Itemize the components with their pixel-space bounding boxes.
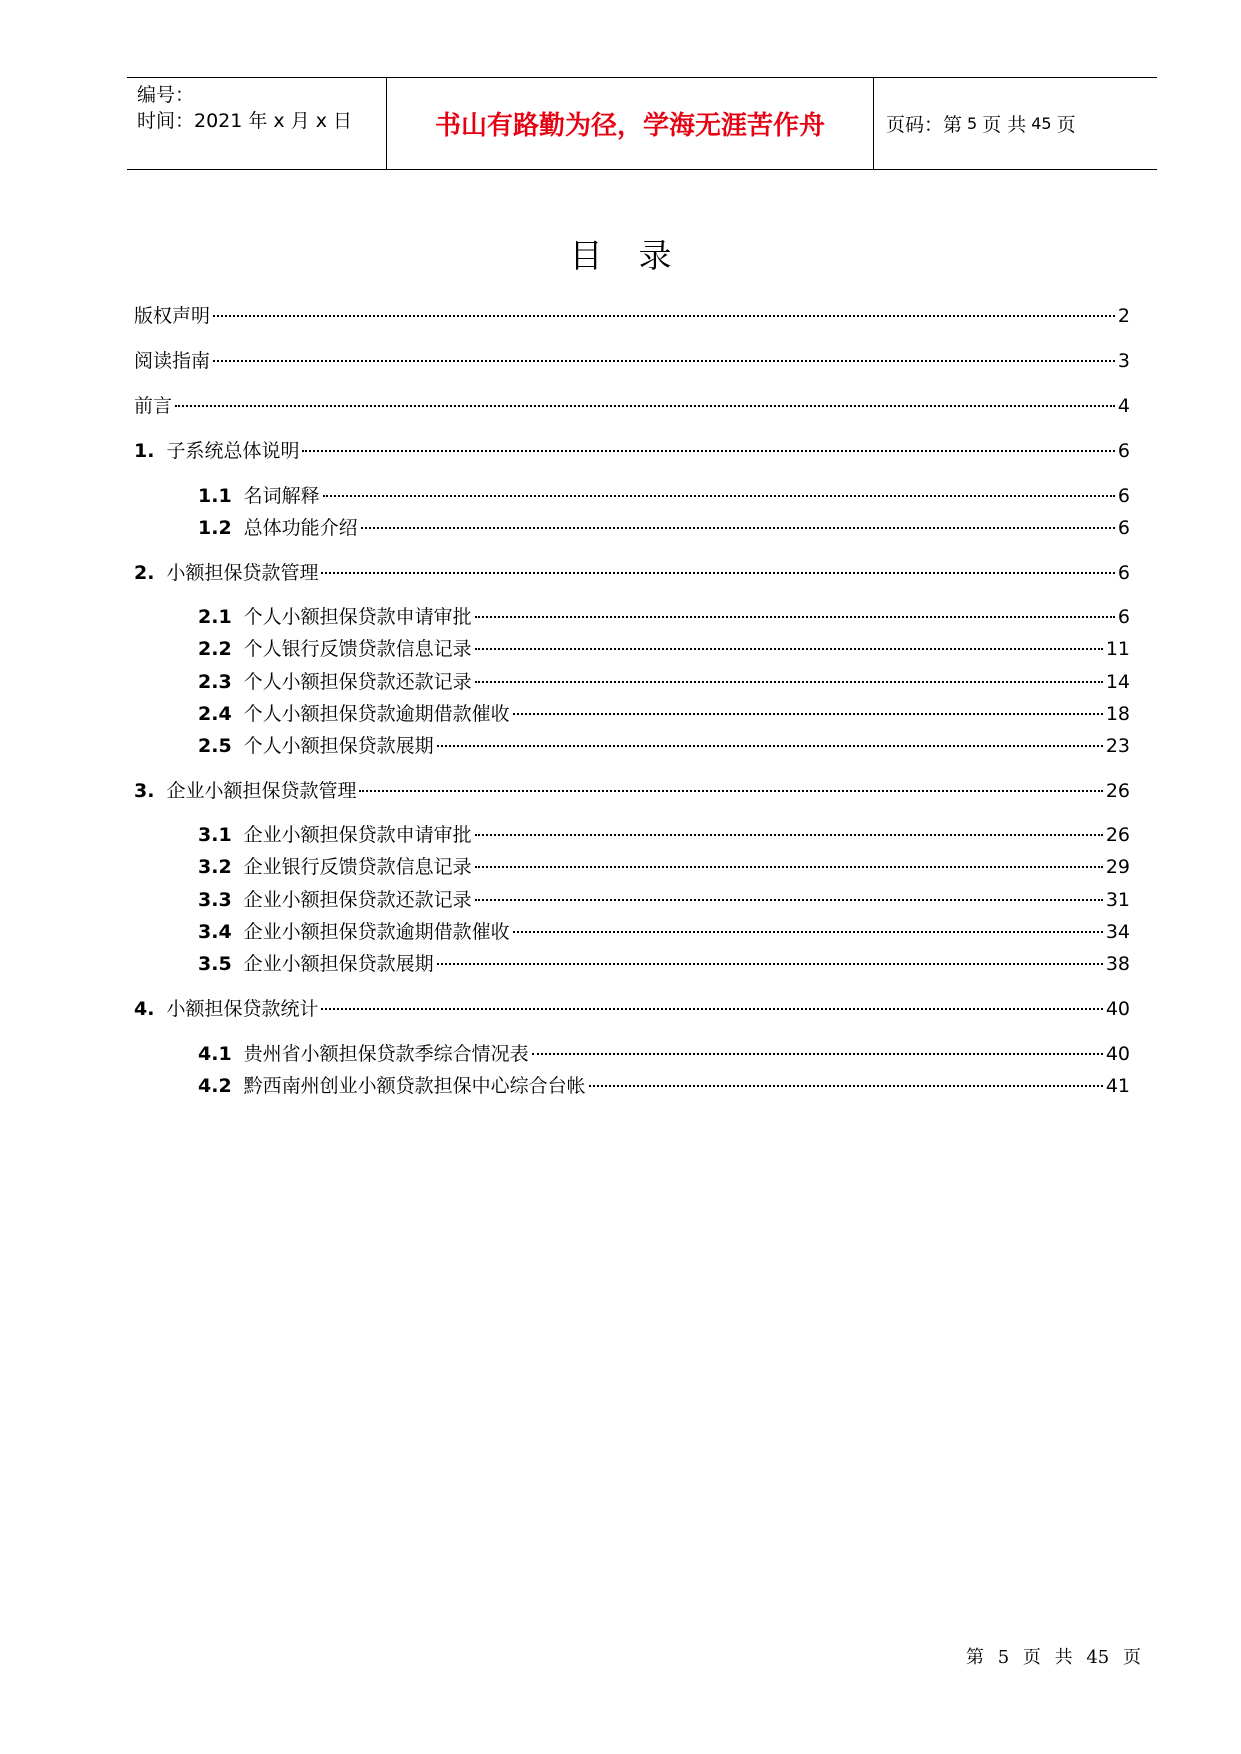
toc-entry[interactable] (134, 393, 1130, 419)
footer-text: 页 (1123, 1647, 1141, 1668)
toc-entry-page: 40 (1105, 998, 1130, 1020)
toc-leader (589, 1085, 1103, 1087)
toc-entry-number: 2.1 (198, 606, 232, 628)
toc-entry[interactable] (198, 483, 1130, 509)
toc-entry-page: 4 (1117, 395, 1130, 417)
toc-entry-number: 4.2 (198, 1075, 232, 1097)
toc-entry[interactable] (198, 1041, 1130, 1067)
toc-entry-page: 2 (1117, 305, 1130, 327)
toc-leader (213, 360, 1115, 362)
toc-entry-page: 6 (1117, 485, 1130, 507)
toc-entry-number: 2. (134, 562, 155, 584)
toc-leader (213, 315, 1115, 317)
toc-entry-label: 贵州省小额担保贷款季综合情况表 (243, 1043, 529, 1065)
toc-entry-number: 4. (134, 998, 155, 1020)
toc-entry-label: 企业小额担保贷款管理 (166, 780, 357, 802)
toc-entry-page: 40 (1105, 1043, 1130, 1065)
toc-entry-label: 总体功能介绍 (243, 517, 358, 539)
page-current: 5 (967, 114, 978, 133)
toc-entry-label: 企业小额担保贷款还款记录 (243, 889, 472, 911)
toc-entry-number: 3.4 (198, 921, 232, 943)
toc-entry-number: 4.1 (198, 1043, 232, 1065)
toc-entry-page: 11 (1105, 638, 1130, 660)
toc-leader (302, 450, 1114, 452)
toc-entry[interactable] (198, 604, 1130, 630)
toc-entry[interactable] (198, 515, 1130, 541)
toc-entry-number: 3.3 (198, 889, 232, 911)
toc-entry-label: 企业银行反馈贷款信息记录 (243, 856, 472, 878)
toc-leader (321, 572, 1114, 574)
toc-leader (475, 681, 1103, 683)
toc-leader (437, 963, 1103, 965)
toc-title: 目录 (569, 236, 708, 275)
toc-entry-label: 个人小额担保贷款申请审批 (243, 606, 472, 628)
toc-entry-number: 3.5 (198, 953, 232, 975)
toc-leader (359, 790, 1102, 792)
toc-leader (175, 405, 1115, 407)
toc-entry-page: 14 (1105, 671, 1130, 693)
toc-entry-page: 34 (1105, 921, 1130, 943)
toc-entry-number: 3.1 (198, 824, 232, 846)
toc-entry-number: 3. (134, 780, 155, 802)
toc-entry[interactable] (198, 854, 1130, 880)
toc-leader (475, 866, 1103, 868)
toc-entry-page: 6 (1117, 517, 1130, 539)
toc-leader (321, 1008, 1102, 1010)
toc-entry-label: 个人小额担保贷款展期 (243, 735, 434, 757)
toc-leader (475, 648, 1103, 650)
toc-leader (323, 495, 1115, 497)
footer-text: 共 (1054, 1647, 1073, 1668)
toc-entry-number: 2.3 (198, 671, 232, 693)
toc-entry[interactable] (198, 636, 1130, 662)
footer-current-page: 5 (997, 1647, 1010, 1668)
toc-entry-label: 黔西南州创业小额贷款担保中心综合台帐 (243, 1075, 586, 1097)
toc-entry-label: 个人小额担保贷款逾期借款催收 (243, 703, 510, 725)
toc-leader (475, 899, 1103, 901)
toc-entry[interactable] (198, 669, 1130, 695)
toc-entry-page: 38 (1105, 953, 1130, 975)
toc-leader (532, 1053, 1103, 1055)
toc-entry[interactable] (198, 1073, 1130, 1099)
toc-leader (437, 745, 1103, 747)
toc-entry-page: 18 (1105, 703, 1130, 725)
footer-text: 页 (1022, 1647, 1041, 1668)
doc-time-label: 时间：2021 年 x 月 x 日 (137, 110, 353, 132)
toc-entry-page: 6 (1117, 562, 1130, 584)
toc-leader (475, 834, 1103, 836)
toc-entry[interactable] (198, 919, 1130, 945)
toc-entry[interactable] (198, 822, 1130, 848)
toc-entry[interactable] (134, 778, 1130, 804)
toc-entry[interactable] (134, 560, 1130, 586)
toc-entry-number: 2.2 (198, 638, 232, 660)
toc-entry-number: 1.1 (198, 485, 232, 507)
toc-entry[interactable] (134, 303, 1130, 329)
toc-leader (513, 713, 1103, 715)
toc-entry-label: 前言 (134, 395, 173, 417)
toc-entry-number: 1. (134, 440, 155, 462)
header-meta (127, 78, 387, 169)
header-page-info (874, 78, 1157, 169)
toc-entry[interactable] (134, 348, 1130, 374)
toc-entry-number: 3.2 (198, 856, 232, 878)
toc-leader (513, 931, 1103, 933)
footer-total-pages: 45 (1086, 1647, 1110, 1668)
toc-entry-label: 企业小额担保贷款展期 (243, 953, 434, 975)
toc-entry[interactable] (198, 733, 1130, 759)
toc-entry-page: 6 (1117, 440, 1130, 462)
toc-entry-page: 6 (1117, 606, 1130, 628)
page-header (127, 77, 1157, 170)
toc-leader (361, 527, 1115, 529)
toc-entry-label: 个人银行反馈贷款信息记录 (243, 638, 472, 660)
toc-entry-page: 3 (1117, 350, 1130, 372)
page-total: 45 (1031, 114, 1052, 133)
toc-entry-number: 1.2 (198, 517, 232, 539)
toc-entry-number: 2.4 (198, 703, 232, 725)
toc-entry-page: 26 (1105, 824, 1130, 846)
toc-entry-label: 小额担保贷款管理 (166, 562, 319, 584)
page-mid: 页 共 (982, 114, 1027, 136)
toc-entry-label: 个人小额担保贷款还款记录 (243, 671, 472, 693)
toc-entry[interactable] (198, 951, 1130, 977)
toc-entry-page: 31 (1105, 889, 1130, 911)
toc-entry-label: 小额担保贷款统计 (166, 998, 319, 1020)
toc-entry-page: 29 (1105, 856, 1130, 878)
toc-entry-page: 41 (1105, 1075, 1130, 1097)
doc-code-label: 编号： (137, 84, 195, 106)
toc-entry[interactable] (134, 996, 1130, 1022)
toc-entry-page: 26 (1105, 780, 1130, 802)
toc-leader (475, 616, 1115, 618)
page-prefix: 页码：第 (886, 114, 963, 136)
toc-entry-label: 版权声明 (134, 305, 211, 327)
page-footer (962, 1643, 1145, 1669)
toc-entry[interactable] (198, 701, 1130, 727)
toc-entry-number: 2.5 (198, 735, 232, 757)
toc-entry-label: 名词解释 (243, 485, 320, 507)
footer-text: 第 (965, 1647, 984, 1668)
toc-entry-label: 企业小额担保贷款逾期借款催收 (243, 921, 510, 943)
toc-entry-label: 企业小额担保贷款申请审批 (243, 824, 472, 846)
toc-entry-label: 阅读指南 (134, 350, 211, 372)
page-suffix: 页 (1056, 114, 1076, 136)
toc-entry[interactable] (134, 438, 1130, 464)
header-motto: 书山有路勤为径，学海无涯苦作舟 (387, 78, 874, 169)
toc-entry[interactable] (198, 887, 1130, 913)
toc-entry-page: 23 (1105, 735, 1130, 757)
toc-entry-label: 子系统总体说明 (166, 440, 300, 462)
